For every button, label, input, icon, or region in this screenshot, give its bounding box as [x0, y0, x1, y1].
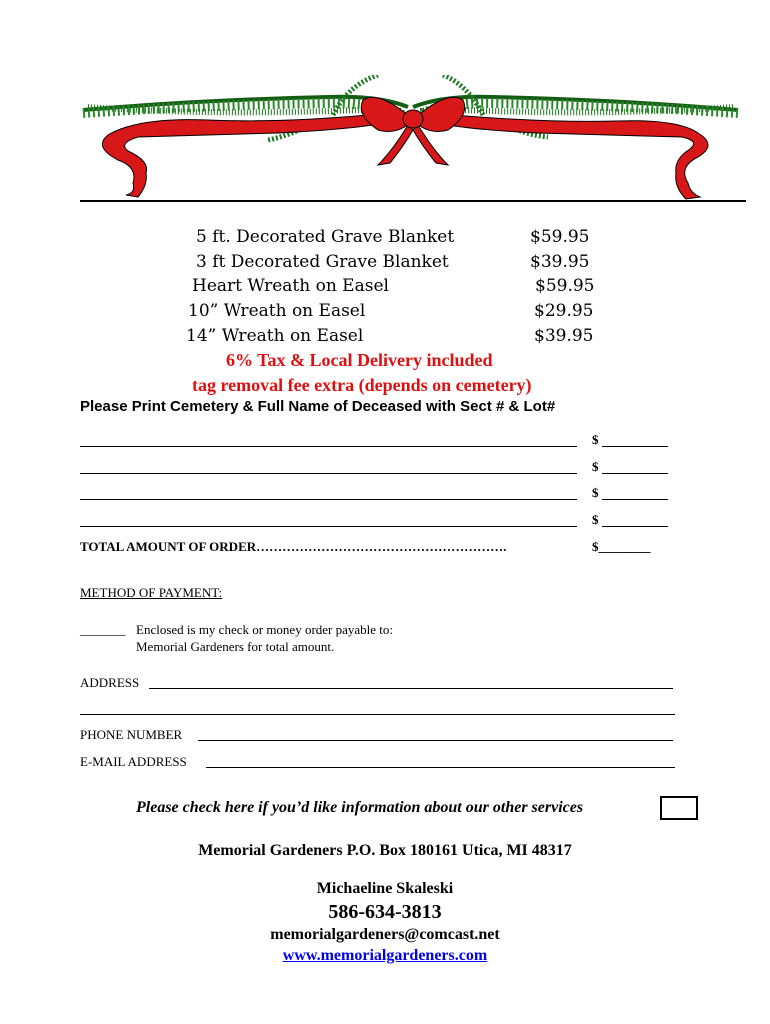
address-field[interactable]: [149, 688, 673, 689]
contact-name: Michaeline Skaleski: [316, 880, 454, 897]
phone-label: PHONE NUMBER: [80, 727, 183, 742]
price-value-5: $39.95: [534, 326, 594, 346]
total-amount-field[interactable]: $________: [592, 539, 651, 554]
services-prompt: Please check here if you’d like information about our other services: [136, 799, 584, 816]
order-amount-2[interactable]: [602, 473, 668, 474]
price-value-3: $59.95: [535, 276, 595, 296]
order-dollar-1: $: [592, 432, 599, 447]
contact-phone: 586-634-3813: [328, 901, 442, 923]
order-dollar-2: $: [592, 459, 599, 474]
order-line-3[interactable]: [80, 499, 577, 500]
address-field-2[interactable]: [80, 714, 675, 715]
email-field[interactable]: [206, 767, 675, 768]
services-checkbox[interactable]: [660, 796, 698, 820]
price-value-4: $29.95: [534, 301, 594, 321]
price-item-5: 14” Wreath on Easel: [186, 326, 364, 346]
order-line-1[interactable]: [80, 446, 577, 447]
order-line-4[interactable]: [80, 526, 577, 527]
check-text-2: Memorial Gardeners for total amount.: [136, 639, 335, 654]
payment-heading: METHOD OF PAYMENT:: [80, 585, 223, 600]
price-item-1: 5 ft. Decorated Grave Blanket: [196, 227, 455, 247]
header-divider: [80, 200, 746, 202]
order-amount-1[interactable]: [602, 446, 668, 447]
wreath-garland-image: [78, 75, 743, 200]
order-amount-3[interactable]: [602, 499, 668, 500]
company-address: Memorial Gardeners P.O. Box 180161 Utica, MI 48317: [198, 842, 572, 859]
email-label: E-MAIL ADDRESS: [80, 754, 187, 769]
contact-email: memorialgardeners@comcast.net: [270, 926, 500, 943]
price-item-4: 10” Wreath on Easel: [188, 301, 366, 321]
price-value-2: $39.95: [530, 252, 590, 272]
instructions-heading: Please Print Cemetery & Full Name of Deceased with Sect # & Lot#: [80, 398, 556, 415]
website-link[interactable]: www.memorialgardeners.com: [282, 947, 488, 964]
tax-note: 6% Tax & Local Delivery included: [226, 350, 493, 370]
order-dollar-3: $: [592, 485, 599, 500]
address-label: ADDRESS: [80, 675, 140, 690]
price-item-3: Heart Wreath on Easel: [192, 276, 389, 296]
price-item-2: 3 ft Decorated Grave Blanket: [196, 252, 449, 272]
order-amount-4[interactable]: [602, 526, 668, 527]
order-line-2[interactable]: [80, 473, 577, 474]
order-dollar-4: $: [592, 512, 599, 527]
phone-field[interactable]: [198, 740, 673, 741]
removal-fee-note: tag removal fee extra (depends on cemetery): [192, 375, 532, 395]
total-amount-label: TOTAL AMOUNT OF ORDER………………………………………………….: [80, 539, 507, 554]
price-value-1: $59.95: [530, 227, 590, 247]
check-text: Enclosed is my check or money order payable to:: [136, 622, 394, 637]
check-blank[interactable]: _______: [80, 622, 126, 637]
